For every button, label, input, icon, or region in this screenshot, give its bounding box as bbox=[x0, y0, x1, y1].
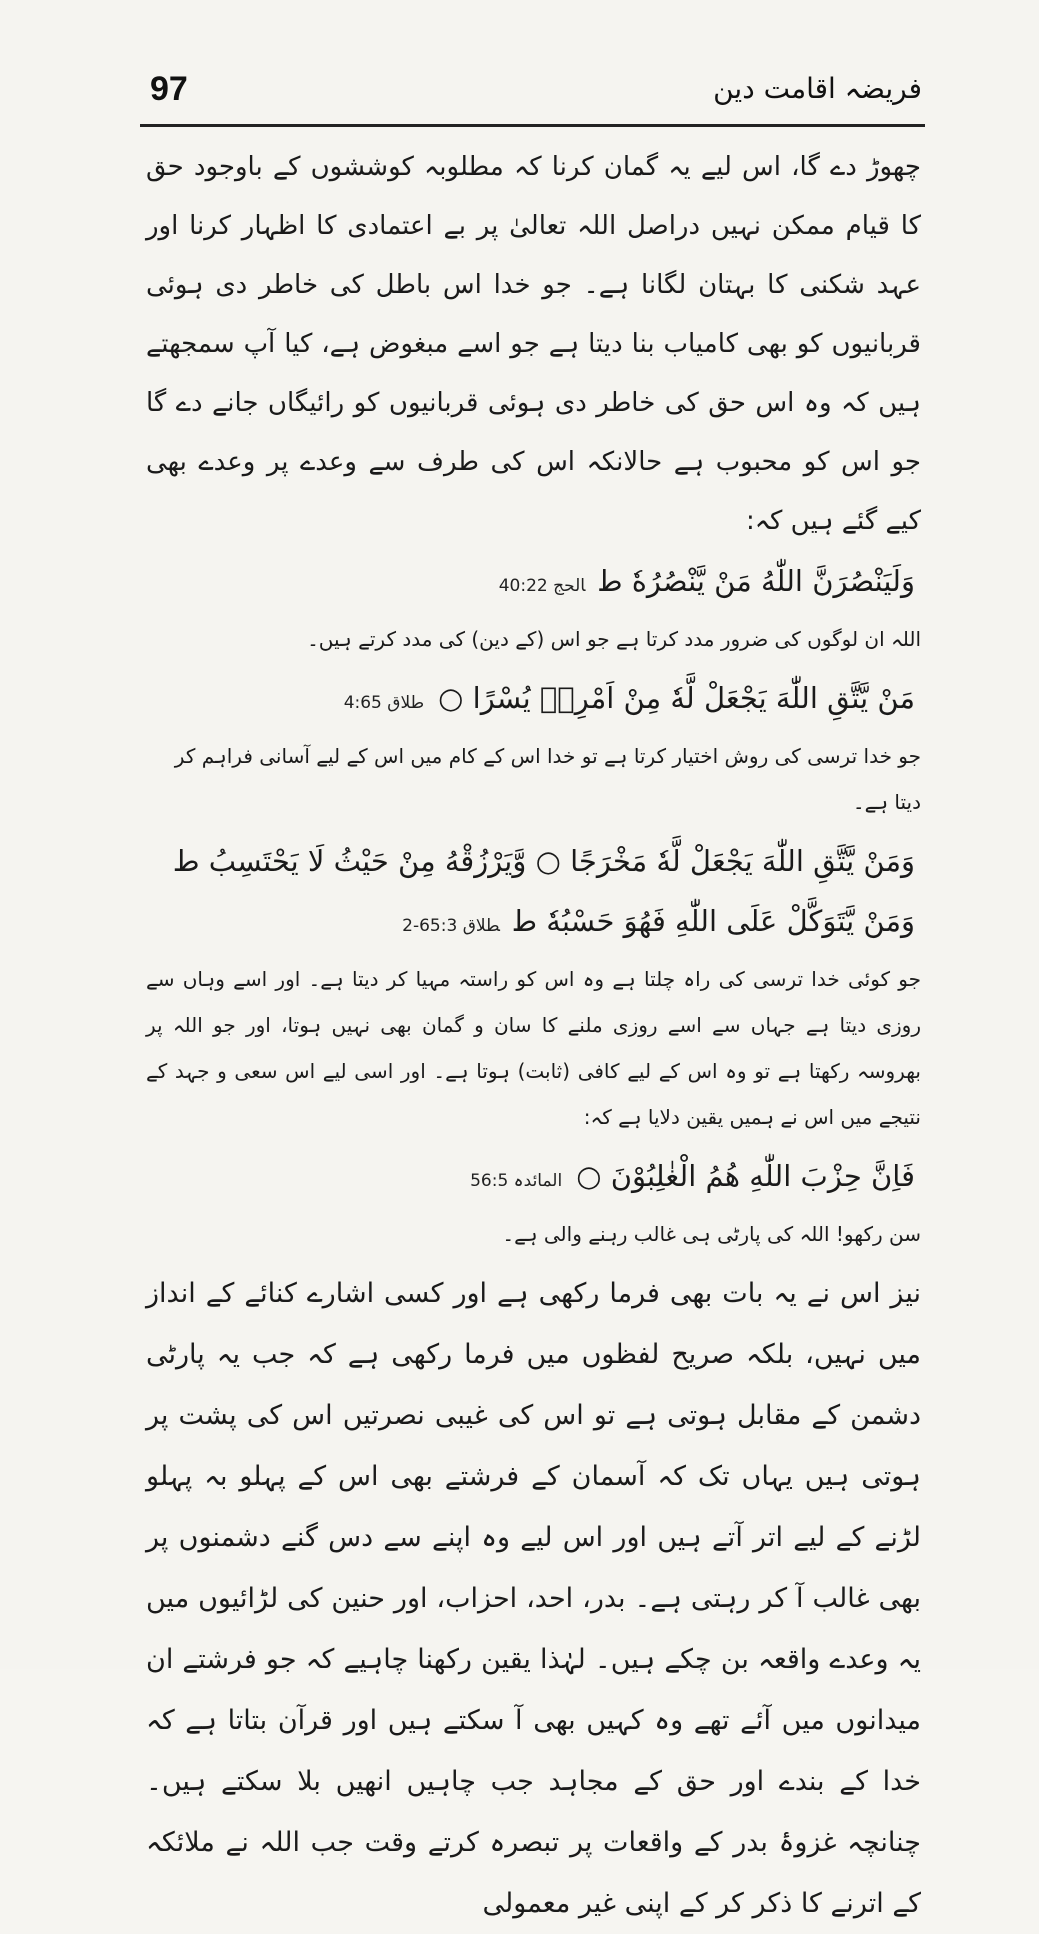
quran-verse-3 bbox=[146, 831, 921, 956]
verse-3-reference: طلاق 65:3-2 bbox=[402, 916, 500, 936]
quran-verse-1 bbox=[146, 551, 921, 616]
page-header bbox=[150, 68, 922, 118]
page-number: 97 bbox=[150, 70, 188, 108]
verse-2-reference: طلاق 4:65 bbox=[343, 693, 425, 713]
translation-3: جو کوئی خدا ترسی کی راہ چلتا ہے وہ اس کو راستہ مہیا کر دیتا ہے۔ اور اسے وہاں سے روزی دیتا ہے جہاں سے اسے روزی ملنے کا سان و گمان بھی نہیں ہوتا، اور جو اللہ پر بھروسہ رکھتا ہے تو وہ اس کے لیے کافی (ثابت) ہوتا ہے۔ اور اسی لیے اس سعی و جہد کے نتیجے میں اس نے ہمیں یقین دلایا ہے کہ: bbox=[146, 967, 921, 1129]
translation-1: اللہ ان لوگوں کی ضرور مدد کرتا ہے جو اس (کے دین) کی مدد کرتے ہیں۔ bbox=[307, 627, 921, 651]
verse-1-text: وَلَيَنْصُرَنَّ اللّٰهُ مَنْ يَّنْصُرُهٗ ط bbox=[599, 564, 915, 598]
translation-2: جو خدا ترسی کی روش اختیار کرتا ہے تو خدا اس کے کام میں اس کے لیے آسانی فراہم کر دیتا ہے۔ bbox=[174, 744, 921, 814]
paragraph-1: چھوڑ دے گا، اس لیے یہ گمان کرنا کہ مطلوبہ کوششوں کے باوجود حق کا قیام ممکن نہیں دراصل اللہ تعالیٰ پر بے اعتمادی کا اظہار کرنا اور عہد شکنی کا بہتان لگانا ہے۔ جو خدا اس باطل کی خاطر دی ہوئی قربانیوں کو بھی کامیاب بنا دیتا ہے جو اسے مبغوض ہے، کیا آپ سمجھتے ہیں کہ وہ اس حق کی خاطر دی ہوئی قربانیوں کو رائیگاں جانے دے گا جو اس کو محبوب ہے حالانکہ اس کی طرف سے وعدے پر وعدے بھی کیے گئے ہیں کہ: bbox=[146, 152, 921, 536]
running-title: فریضہ اقامت دین bbox=[713, 72, 922, 105]
verse-4-text: فَاِنَّ حِزْبَ اللّٰهِ هُمُ الْغٰلِبُوْنَ ○ bbox=[576, 1159, 915, 1193]
translation-4: سن رکھو! اللہ کی پارٹی ہی غالب رہنے والی ہے۔ bbox=[502, 1222, 921, 1246]
verse-4-reference: المائدہ 56:5 bbox=[470, 1171, 563, 1191]
quran-verse-4 bbox=[146, 1146, 921, 1211]
page-body bbox=[146, 138, 921, 1934]
verse-3-text: وَمَنْ يَّتَّقِ اللّٰهَ يَجْعَلْ لَّهٗ مَخْرَجًا ○ وَّيَرْزُقْهُ مِنْ حَيْثُ لَا يَحْتَسِبُ ط وَمَنْ يَّتَوَكَّلْ عَلَى اللّٰهِ فَهُوَ حَسْبُهٗ ط bbox=[172, 844, 915, 938]
verse-1-reference: الحج 40:22 bbox=[498, 576, 586, 596]
header-divider bbox=[140, 124, 925, 127]
quran-verse-2 bbox=[146, 668, 921, 733]
paragraph-2: نیز اس نے یہ بات بھی فرما رکھی ہے اور کسی اشارے کنائے کے انداز میں نہیں، بلکہ صریح لفظوں میں فرما رکھی ہے کہ جب یہ پارٹی دشمن کے مقابل ہوتی ہے تو اس کی غیبی نصرتیں اس کی پشت پر ہوتی ہیں یہاں تک کہ آسمان کے فرشتے بھی اس کے پہلو بہ پہلو لڑنے کے لیے اتر آتے ہیں اور اس لیے وہ اپنے سے دس گنے دشمنوں پر بھی غالب آ کر رہتی ہے۔ بدر، احد، احزاب، اور حنین کی لڑائیوں میں یہ وعدے واقعہ بن چکے ہیں۔ لہٰذا یقین رکھنا چاہیے کہ جو فرشتے ان میدانوں میں آئے تھے وہ کہیں بھی آ سکتے ہیں اور قرآن بتاتا ہے کہ خدا کے بندے اور حق کے مجاہد جب چاہیں انھیں بلا سکتے ہیں۔ چنانچہ غزوۂ بدر کے واقعات پر تبصرہ کرتے وقت جب اللہ نے ملائکہ کے اترنے کا ذکر کر کے اپنی غیر معمولی bbox=[146, 1278, 921, 1919]
verse-2-text: مَنْ يَّتَّقِ اللّٰهَ يَجْعَلْ لَّهٗ مِنْ اَمْرِهٖ يُسْرًا ○ bbox=[438, 681, 915, 715]
